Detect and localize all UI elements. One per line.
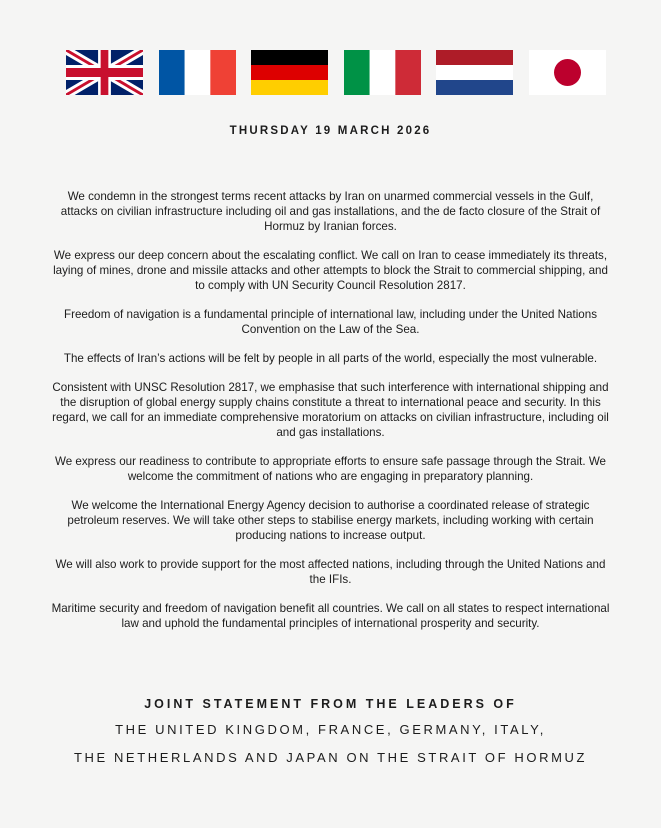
japan-flag-icon — [529, 50, 606, 95]
paragraph: We express our readiness to contribute to appropriate efforts to ensure safe passage through the Strait. We welcome the commitment of nations who are engaging in preparatory planning. — [54, 455, 607, 483]
paragraph: We welcome the International Energy Agency decision to authorise a coordinated release of strategic petroleum reserves. We will take other steps to stabilise energy markets, including working with certain producing nations to increase output. — [67, 499, 594, 542]
germany-flag-icon — [251, 50, 328, 95]
paragraph: We will also work to provide support for the most affected nations, including through the United Nations and the IFIs. — [55, 558, 606, 586]
flags-row — [66, 50, 606, 95]
paragraph: We express our deep concern about the escalating conflict. We call on Iran to cease immediately its threats, laying of mines, drone and missile attacks and other attempts to block the Strait to commercial shipping, and to comply with UN Security Council Resolution 2817. — [53, 249, 608, 292]
statement-date: THURSDAY 19 MARCH 2026 — [229, 125, 432, 137]
italy-flag-icon — [344, 50, 421, 95]
paragraph: Maritime security and freedom of navigation benefit all countries. We call on all states to respect international law and uphold the fundamental principles of international prosperity and security. — [51, 602, 610, 630]
statement-subheading-line-1: THE UNITED KINGDOM, FRANCE, GERMANY, ITALY, — [115, 722, 546, 737]
france-flag-icon — [159, 50, 236, 95]
paragraph: Consistent with UNSC Resolution 2817, we emphasise that such interference with international shipping and the disruption of global energy supply chains constitute a threat to international peace and security. In this regard, we call for an immediate comprehensive moratorium on attacks on civilian infrastructure, including oil and gas installations. — [52, 381, 609, 439]
netherlands-flag-icon — [436, 50, 513, 95]
paragraph: We condemn in the strongest terms recent attacks by Iran on unarmed commercial vessels in the Gulf, attacks on civilian infrastructure including oil and gas installations, and the de facto closure of the Strait of Hormuz by Iranian forces. — [60, 190, 601, 233]
paragraph: The effects of Iran’s actions will be felt by people in all parts of the world, especially the most vulnerable. — [63, 352, 598, 365]
uk-flag-icon — [66, 50, 143, 95]
statement-heading: JOINT STATEMENT FROM THE LEADERS OF — [144, 697, 517, 711]
paragraph: Freedom of navigation is a fundamental principle of international law, including under the United Nations Convention on the Law of the Sea. — [64, 308, 597, 336]
statement-subheading-line-2: THE NETHERLANDS AND JAPAN ON THE STRAIT OF HORMUZ — [73, 750, 588, 765]
statement-body — [50, 189, 611, 645]
